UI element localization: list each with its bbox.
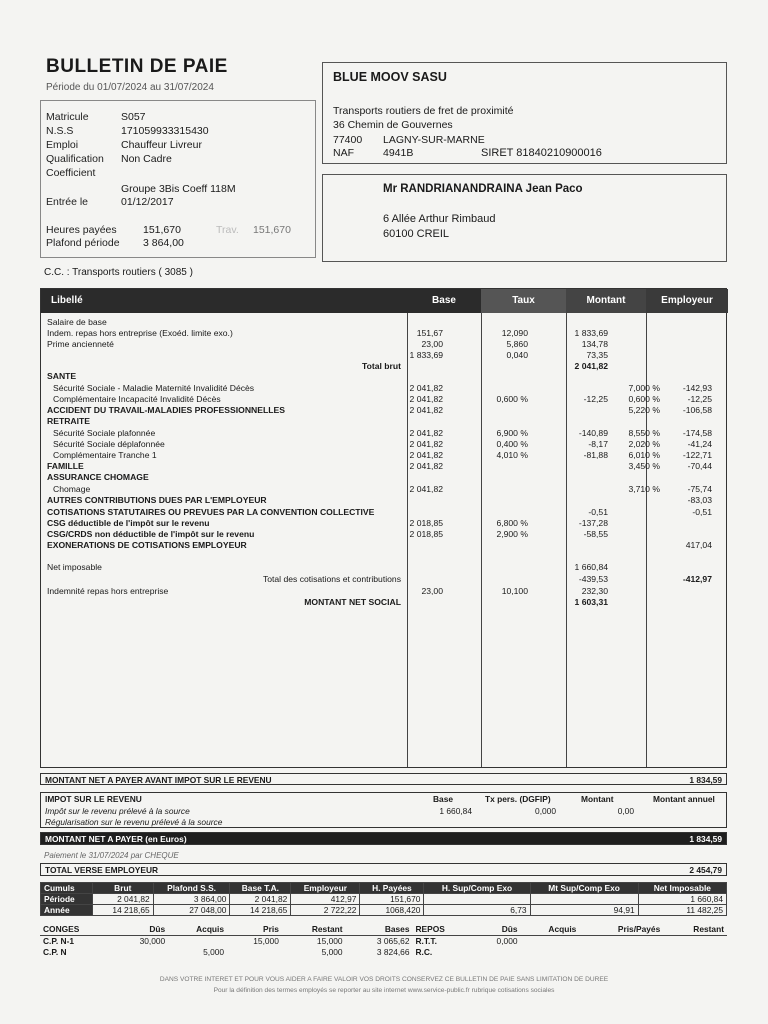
table-row	[41, 394, 728, 405]
conges-cell	[521, 935, 580, 946]
cell-er: 8,550 %	[628, 428, 660, 438]
cell-l: CSG/CRDS non déductible de l'impôt sur le revenu	[47, 529, 255, 539]
conges-header: Pris/Payés	[579, 924, 663, 935]
impot-row2-label: Régularisation sur le revenu prélevé à la source	[45, 817, 223, 827]
cell-l: Sécurité Sociale plafonnée	[53, 428, 156, 438]
cell-m: -58,55	[583, 529, 608, 539]
conges-cell: C.P. N-1	[43, 935, 75, 946]
cell-l: ACCIDENT DU TRAVAIL-MALADIES PROFESSIONNELLES	[47, 405, 285, 415]
employee-address-box	[322, 174, 727, 262]
conges-table	[40, 924, 727, 957]
cell-em: -41,24	[687, 439, 712, 449]
company-address: 36 Chemin de Gouvernes	[333, 119, 453, 131]
cumuls-cell: 6,73	[424, 905, 530, 916]
cumuls-cell: 151,670	[360, 894, 424, 905]
cell-b: 2 041,82	[409, 484, 443, 494]
cell-em: -412,97	[682, 574, 712, 584]
matricule-label: Matricule	[46, 111, 89, 123]
table-row	[41, 597, 728, 608]
impot-section	[40, 792, 727, 828]
cumuls-header: Net Imposable	[638, 883, 726, 894]
impot-base: 1 660,84	[439, 806, 472, 816]
cell-b: 1 833,69	[409, 350, 443, 360]
nss: 171059933315430	[121, 125, 209, 137]
conges-header: CONGES	[40, 924, 113, 935]
cumuls-row	[41, 894, 727, 905]
conges-cell: R.T.T.	[415, 935, 437, 946]
impot-base-header: Base	[433, 794, 454, 804]
cell-l: Chomage	[53, 484, 91, 494]
col-taux: Taux	[481, 289, 566, 313]
cell-m: 73,35	[586, 350, 608, 360]
cell-m: 1 660,84	[574, 562, 608, 572]
cell-t: 0,600 %	[496, 394, 528, 404]
cell-l: Salaire de base	[47, 317, 107, 327]
cell-er: 5,220 %	[628, 405, 660, 415]
col-base: Base	[407, 289, 481, 313]
cumuls-cell: 14 218,65	[230, 905, 291, 916]
table-row	[41, 461, 728, 472]
table-row	[41, 495, 728, 506]
cell-l: Total brut	[362, 361, 401, 371]
cell-t: 6,900 %	[496, 428, 528, 438]
cumuls-cell: 27 048,00	[153, 905, 230, 916]
table-row	[41, 428, 728, 439]
conges-cell: 0,000	[496, 935, 518, 946]
cumuls-header: Brut	[92, 883, 153, 894]
conges-cell: 15,000	[316, 935, 343, 946]
cumuls-cell: 1 660,84	[638, 894, 726, 905]
conges-cell: 5,000	[321, 946, 343, 957]
trav: 151,670	[253, 224, 291, 236]
cell-em: -70,44	[687, 461, 712, 471]
cell-b: 2 041,82	[409, 428, 443, 438]
cell-b: 2 041,82	[409, 405, 443, 415]
cell-m: 1 833,69	[574, 328, 608, 338]
cell-er: 0,600 %	[628, 394, 660, 404]
conges-header: Restant	[282, 924, 346, 935]
conges-cell	[168, 935, 227, 946]
table-row	[41, 383, 728, 394]
cumuls-header: H. Payées	[360, 883, 424, 894]
cell-er: 3,450 %	[628, 461, 660, 471]
cell-b: 2 041,82	[409, 394, 443, 404]
conges-header: Pris	[227, 924, 282, 935]
cumuls-table	[40, 882, 727, 916]
conges-cell	[474, 946, 521, 957]
cell-b: 2 041,82	[409, 383, 443, 393]
table-row	[41, 317, 728, 328]
conges-header: Dûs	[113, 924, 168, 935]
cell-l: FAMILLE	[47, 461, 84, 471]
cell-l: Sécurité Sociale - Maladie Maternité Invalidité Décès	[53, 383, 255, 393]
conges-header: Bases	[346, 924, 413, 935]
siret: SIRET 81840210900016	[481, 147, 602, 159]
company-activity: Transports routiers de fret de proximité	[333, 105, 514, 117]
cell-m: -81,88	[583, 450, 608, 460]
table-row	[41, 529, 728, 540]
cell-l: RETRAITE	[47, 416, 90, 426]
cumuls-cell: 14 218,65	[92, 905, 153, 916]
cell-em: -75,74	[687, 484, 712, 494]
plafond: 3 864,00	[143, 237, 184, 249]
table-row	[41, 405, 728, 416]
conges-row	[40, 946, 727, 957]
entree: 01/12/2017	[121, 196, 174, 208]
impot-montant-header: Montant	[581, 794, 614, 804]
cell-l: SANTE	[47, 371, 77, 381]
cell-em: -83,03	[687, 495, 712, 505]
table-row	[41, 371, 728, 382]
total-verse-value: 2 454,79	[689, 865, 722, 875]
emploi-label: Emploi	[46, 139, 79, 151]
col-montant: Montant	[566, 289, 646, 313]
cell-l: MONTANT NET SOCIAL	[304, 597, 401, 607]
cell-b: 23,00	[421, 586, 443, 596]
plafond-label: Plafond période	[46, 237, 120, 249]
net-avant-impot-row	[40, 773, 727, 785]
table-row	[41, 450, 728, 461]
table-row	[41, 439, 728, 450]
conges-cell: 30,000	[139, 935, 166, 946]
cell-m: 232,30	[581, 586, 608, 596]
cell-b: 2 041,82	[409, 461, 443, 471]
cumuls-cell: 412,97	[291, 894, 360, 905]
cell-b: 2 041,82	[409, 439, 443, 449]
coefficient-label: Coefficient	[46, 167, 96, 179]
cell-m: 1 603,31	[574, 597, 608, 607]
impot-tx-header: Tx pers. (DGFIP)	[485, 794, 551, 804]
conges-row	[40, 935, 727, 946]
qualification-label: Qualification	[46, 153, 104, 165]
paiement: Paiement le 31/07/2024 par CHEQUE	[44, 851, 179, 860]
cumuls-header: Base T.A.	[230, 883, 291, 894]
cell-l: Complémentaire Tranche 1	[53, 450, 157, 460]
matricule: S057	[121, 111, 146, 123]
cell-l: Net imposable	[47, 562, 102, 572]
table-row	[41, 484, 728, 495]
table-row	[41, 328, 728, 339]
cell-b: 23,00	[421, 339, 443, 349]
impot-row1-label: Impôt sur le revenu prélevé à la source	[45, 806, 190, 816]
cell-t: 0,400 %	[496, 439, 528, 449]
cumuls-header: Plafond S.S.	[153, 883, 230, 894]
col-libelle: Libellé	[41, 289, 407, 313]
cell-b: 2 018,85	[409, 518, 443, 528]
cell-m: 2 041,82	[574, 361, 608, 371]
impot-tx: 0,000	[535, 806, 556, 816]
table-row	[41, 540, 728, 551]
table-row	[41, 416, 728, 427]
cumuls-header: Cumuls	[41, 883, 93, 894]
cell-l: ASSURANCE CHOMAGE	[47, 472, 149, 482]
cumuls-cell: Année	[41, 905, 93, 916]
cell-m: -439,53	[578, 574, 608, 584]
conges-cell	[521, 946, 580, 957]
net-avant-impot-value: 1 834,59	[689, 775, 722, 785]
cumuls-cell: 11 482,25	[638, 905, 726, 916]
table-row	[41, 339, 728, 350]
cell-em: -174,58	[682, 428, 712, 438]
cell-l: Total des cotisations et contributions	[262, 574, 401, 584]
cell-l: EXONERATIONS DE COTISATIONS EMPLOYEUR	[47, 540, 247, 550]
company-city: LAGNY-SUR-MARNE	[383, 134, 485, 146]
cell-m: -137,28	[578, 518, 608, 528]
cell-er: 7,000 %	[628, 383, 660, 393]
company-box	[322, 62, 727, 164]
period: Période du 01/07/2024 au 31/07/2024	[46, 82, 214, 93]
table-row	[41, 562, 728, 573]
cell-m: -8,17	[588, 439, 608, 449]
employee-info-box	[40, 100, 316, 258]
table-row	[41, 518, 728, 529]
net-payer-value: 1 834,59	[689, 834, 722, 844]
cell-l: Sécurité Sociale déplafonnée	[53, 439, 165, 449]
nss-label: N.S.S	[46, 125, 74, 137]
cell-t: 6,800 %	[496, 518, 528, 528]
cell-b: 2 018,85	[409, 529, 443, 539]
trav-label: Trav.	[216, 224, 239, 236]
cumuls-cell: 3 864,00	[153, 894, 230, 905]
cumuls-cell: 2 041,82	[92, 894, 153, 905]
entree-label: Entrée le	[46, 196, 89, 208]
cell-l: COTISATIONS STATUTAIRES OU PREVUES PAR LA CONVENTION COLLECTIVE	[47, 507, 375, 517]
heures: 151,670	[143, 224, 181, 236]
conges-header: Dûs	[474, 924, 521, 935]
cumuls-cell: Période	[41, 894, 93, 905]
cell-l: CSG déductible de l'impôt sur le revenu	[47, 518, 210, 528]
cell-em: -12,25	[687, 394, 712, 404]
net-avant-impot-label: MONTANT NET A PAYER AVANT IMPOT SUR LE REVENU	[45, 775, 272, 785]
cell-m: -140,89	[578, 428, 608, 438]
cumuls-header: Mt Sup/Comp Exo	[530, 883, 638, 894]
employee-name: Mr RANDRIANANDRAINA Jean Paco	[383, 183, 583, 195]
cell-l: Indemnité repas hors entreprise	[47, 586, 169, 596]
conges-header: Restant	[663, 924, 727, 935]
conges-cell	[663, 946, 727, 957]
conges-cell: 3 065,62	[376, 935, 410, 946]
cumuls-row	[41, 905, 727, 916]
cell-t: 12,090	[501, 328, 528, 338]
cell-er: 6,010 %	[628, 450, 660, 460]
footer-line1: DANS VOTRE INTERET ET POUR VOUS AIDER A FAIRE VALOIR VOS DROITS CONSERVEZ CE BULLETIN DE PAIE SANS LIMITATION DE DUREE	[159, 976, 609, 983]
naf-label: NAF	[333, 147, 354, 159]
conges-cell: C.P. N	[43, 946, 67, 957]
cell-t: 10,100	[501, 586, 528, 596]
cumuls-cell: 94,91	[530, 905, 638, 916]
cumuls-cell	[530, 894, 638, 905]
cell-em: 417,04	[685, 540, 712, 550]
cumuls-header: Employeur	[291, 883, 360, 894]
cumuls-cell: 2 041,82	[230, 894, 291, 905]
total-verse-label: TOTAL VERSE EMPLOYEUR	[45, 865, 159, 875]
conges-cell	[113, 946, 168, 957]
company-cp: 77400	[333, 134, 363, 146]
cell-b: 2 041,82	[409, 450, 443, 460]
employee-address: 6 Allée Arthur Rimbaud	[383, 213, 496, 225]
cumuls-cell: 1068,420	[360, 905, 424, 916]
coefficient: Groupe 3Bis Coeff 118M	[121, 183, 236, 195]
qualification: Non Cadre	[121, 153, 172, 165]
payslip-table	[40, 288, 727, 768]
cell-er: 3,710 %	[628, 484, 660, 494]
impot-montant: 0,00	[617, 806, 634, 816]
total-verse-row	[40, 863, 727, 876]
table-row	[41, 472, 728, 483]
footer-line2: Pour la définition des termes employés se reporter au site internet www.service-public.fr rubrique cotisations sociales	[213, 987, 555, 994]
conges-cell	[579, 946, 663, 957]
cell-m: 134,78	[581, 339, 608, 349]
cumuls-cell	[424, 894, 530, 905]
cell-l: Complémentaire Incapacité Invalidité Décès	[53, 394, 221, 404]
heures-label: Heures payées	[46, 224, 117, 236]
cumuls-cell: 2 722,22	[291, 905, 360, 916]
conges-cell	[579, 935, 663, 946]
conges-cell	[227, 946, 282, 957]
table-row	[41, 350, 728, 361]
conges-cell: 5,000	[203, 946, 225, 957]
naf: 4941B	[383, 147, 414, 159]
cell-em: -142,93	[682, 383, 712, 393]
table-row	[41, 574, 728, 585]
cell-t: 0,040	[506, 350, 528, 360]
conges-header: Acquis	[168, 924, 227, 935]
cell-em: -106,58	[682, 405, 712, 415]
cell-t: 2,900 %	[496, 529, 528, 539]
company-name: BLUE MOOV SASU	[333, 70, 447, 84]
net-payer-row	[40, 832, 727, 845]
impot-annuel-header: Montant annuel	[653, 794, 715, 804]
conges-cell: 3 824,66	[376, 946, 410, 957]
cell-m: -0,51	[588, 507, 608, 517]
cell-l: AUTRES CONTRIBUTIONS DUES PAR L'EMPLOYEUR	[47, 495, 267, 505]
cell-l: Indem. repas hors entreprise (Exoéd. limite exo.)	[47, 328, 233, 338]
employee-city: 60100 CREIL	[383, 228, 450, 240]
cell-em: -122,71	[682, 450, 712, 460]
table-row	[41, 586, 728, 597]
cell-t: 5,860	[506, 339, 528, 349]
convention-collective: C.C. : Transports routiers ( 3085 )	[44, 267, 193, 278]
emploi: Chauffeur Livreur	[121, 139, 202, 151]
cell-t: 4,010 %	[496, 450, 528, 460]
conges-header: Acquis	[521, 924, 580, 935]
cell-m: -12,25	[583, 394, 608, 404]
cell-b: 151,67	[416, 328, 443, 338]
table-row	[41, 507, 728, 518]
impot-title: IMPOT SUR LE REVENU	[45, 794, 142, 804]
conges-cell: R.C.	[415, 946, 433, 957]
page-title: BULLETIN DE PAIE	[46, 56, 228, 77]
cell-l: Prime ancienneté	[47, 339, 114, 349]
conges-cell: 15,000	[253, 935, 279, 946]
cell-em: -0,51	[692, 507, 712, 517]
conges-header: REPOS	[413, 924, 474, 935]
col-employeur: Employeur	[646, 289, 728, 313]
conges-cell	[663, 935, 727, 946]
net-payer-label: MONTANT NET A PAYER (en Euros)	[45, 834, 187, 844]
cell-er: 2,020 %	[628, 439, 660, 449]
cumuls-header: H. Sup/Comp Exo	[424, 883, 530, 894]
